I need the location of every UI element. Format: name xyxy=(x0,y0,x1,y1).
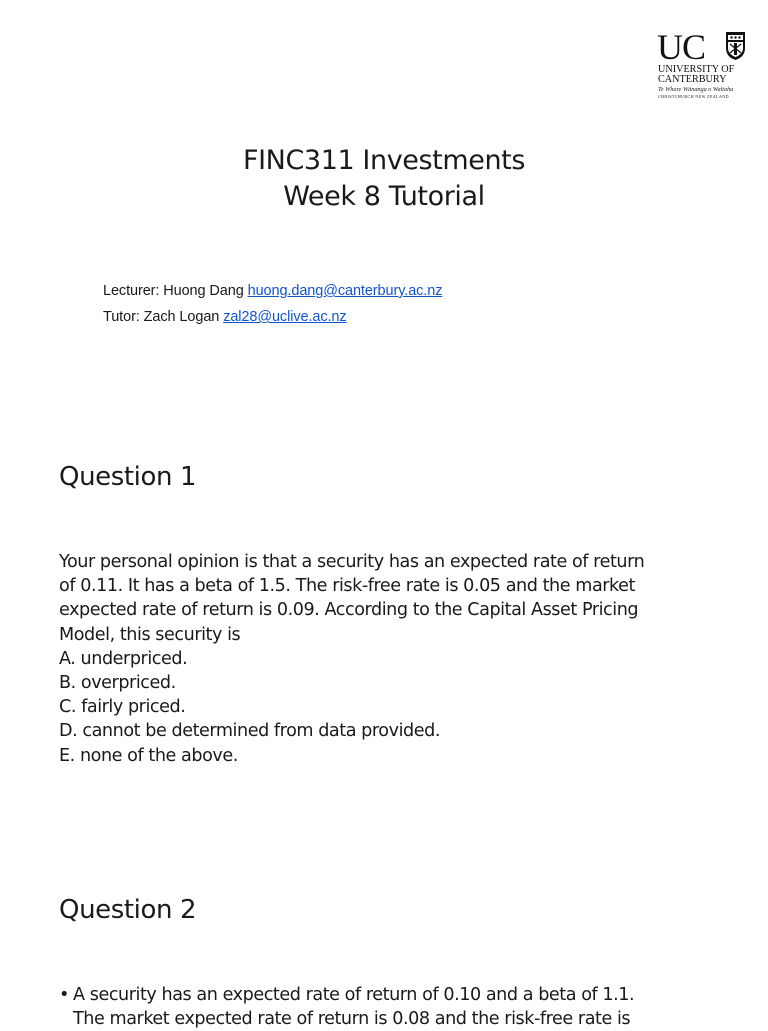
university-crest-icon xyxy=(725,31,746,61)
university-logo xyxy=(657,27,752,102)
question-1-option-c: C. fairly priced. xyxy=(59,697,186,718)
question-1-line: Your personal opinion is that a security has an expected rate of return xyxy=(59,552,645,572)
question-1-heading: Question 1 xyxy=(59,462,197,492)
logo-maori-name: Te Whare Wānanga o Waitaha xyxy=(658,86,734,93)
logo-location: CHRISTCHURCH NEW ZEALAND xyxy=(658,94,729,99)
question-2-line: The market expected rate of return is 0.08 and the risk-free rate is xyxy=(73,1009,631,1030)
tutor-email-link[interactable]: zal28@uclive.ac.nz xyxy=(223,309,347,325)
tutor-row xyxy=(103,307,347,327)
question-1-body xyxy=(59,550,719,768)
logo-mark: UC xyxy=(657,27,706,67)
question-1-line: expected rate of return is 0.09. According to the Capital Asset Pricing xyxy=(59,600,639,621)
question-1-option-d: D. cannot be determined from data provided. xyxy=(59,721,440,742)
lecturer-row xyxy=(103,281,442,301)
session-title: Week 8 Tutorial xyxy=(283,181,485,212)
question-2-line-text: A security has an expected rate of return of 0.10 and a beta of 1.1. xyxy=(73,985,635,1005)
course-title: FINC311 Investments xyxy=(242,145,526,176)
logo-university-line-2: CANTERBURY xyxy=(658,74,727,85)
tutor-label: Tutor: Zach Logan xyxy=(103,309,220,325)
lecturer-label: Lecturer: Huong Dang xyxy=(103,283,244,299)
question-2-line xyxy=(59,983,719,1007)
question-1-option-e: E. none of the above. xyxy=(59,745,238,766)
bullet-icon: • xyxy=(59,985,69,1005)
question-1-line: Model, this security is xyxy=(59,624,241,645)
question-1-option-b: B. overpriced. xyxy=(59,673,176,694)
question-1-line: of 0.11. It has a beta of 1.5. The risk-free rate is 0.05 and the market xyxy=(59,576,635,597)
question-1-option-a: A. underpriced. xyxy=(59,648,188,669)
lecturer-email-link[interactable]: huong.dang@canterbury.ac.nz xyxy=(247,283,443,299)
logo-university-line-1: UNIVERSITY OF xyxy=(658,64,735,75)
question-2-heading: Question 2 xyxy=(59,895,197,925)
